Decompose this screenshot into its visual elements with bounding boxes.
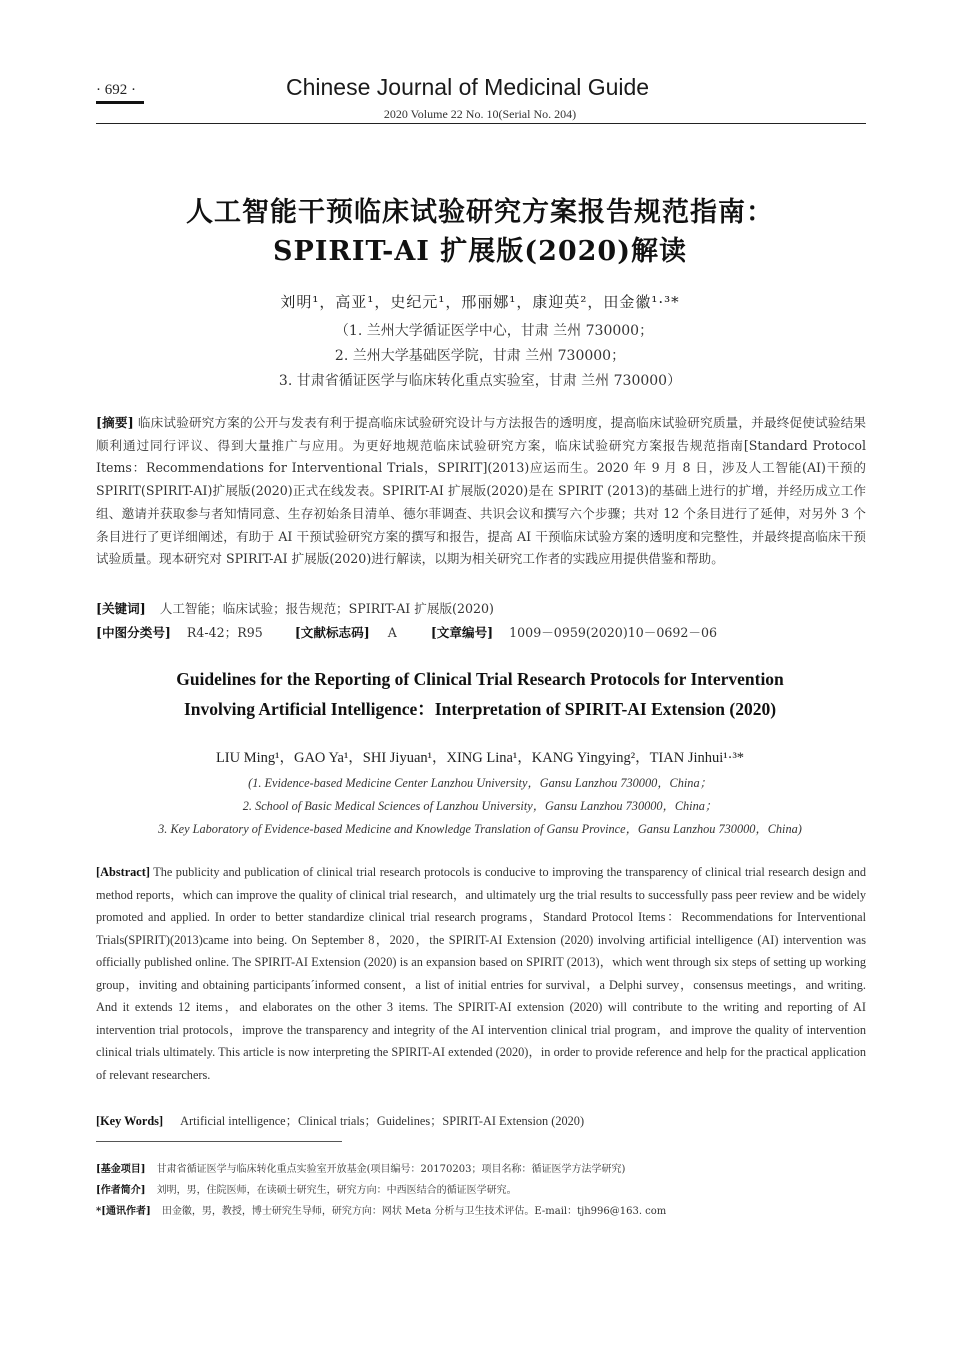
abstract-cn-text: 临床试验研究方案的公开与发表有利于提高临床试验研究设计与方法报告的透明度，提高临床试验研究质量，并最终促使试验结果顺利通过同行评议、得到大量推广与应用。为更好地规范临床试验研究方案，临床试验研究方案报告规范指南[Standard Protocol Items：Recommendations for Interventional Trials，SPIRIT](2013)应运而生。2020 年 9 月 8 日，涉及人工智能(AI)干预的 SPIRIT(SPIRIT-AI)扩展版(2020)正式在线发表。SPIRIT-AI 扩展版(2020)是在 SPIRIT (2013)的基础上进行的扩增，并经历成立工作组、邀请并获取参与者知情同意、生存初始条目清单、德尔菲调查、共识会议和撰写六个步骤；共对 12 个条目进行了延伸，对另外 3 个条目进行了更详细阐述，有助于 AI 干预试验研究方案的撰写和报告，提高 AI 干预临床试验方案的透明度和完整性，并最终提高临床干预试验质量。现本研究对 SPIRIT-AI 扩展版(2020)进行解读，以期为相关研究工作者的实践应用提供借鉴和帮助。 <box>96 415 866 567</box>
title-en-line1: Guidelines for the Reporting of Clinical Trial Research Protocols for Intervention <box>176 669 784 689</box>
footnote-funding-text: 甘肃省循证医学与临床转化重点实验室开放基金(项目编号：20170203；项目名称：循证医学方法学研究) <box>156 1164 626 1175</box>
clc-label: [中图分类号] <box>96 625 171 640</box>
title-cn-line2: SPIRIT-AI 扩展版(2020)解读 <box>272 236 687 267</box>
authors-en: LIU Ming¹，GAO Ya¹，SHI Jiyuan¹，XING Lina¹，KANG Yingying²，TIAN Jinhui¹·³* <box>215 750 745 766</box>
article-no-label: [文章编号] <box>430 625 494 640</box>
keywords-en <box>96 1110 866 1133</box>
classification-row <box>96 622 717 641</box>
footnote-author-bio-text: 刘明，男，住院医师，在读硕士研究生，研究方向：中西医结合的循证医学研究。 <box>156 1185 517 1196</box>
affiliation-cn-2: 2. 兰州大学基础医学院，甘肃 兰州 730000； <box>334 348 626 364</box>
footnote-corresponding-text: 田金徽，男，教授，博士研究生导师，研究方向：网状 Meta 分析与卫生技术评估。E-mail：tjh996@163. com <box>161 1206 667 1217</box>
keywords-cn-label: [关键词] <box>96 601 146 616</box>
issue-info: 2020 Volume 22 No. 10(Serial No. 204) <box>383 107 577 121</box>
affiliation-cn-3: 3. 甘肃省循证医学与临床转化重点实验室，甘肃 兰州 730000） <box>278 373 682 389</box>
keywords-en-label: [Key Words] <box>96 1114 164 1128</box>
affiliation-cn-1: （1. 兰州大学循证医学中心，甘肃 兰州 730000； <box>334 323 654 339</box>
header-rule <box>96 123 866 124</box>
footnote-funding <box>96 1160 876 1175</box>
abstract-en-label: [Abstract] <box>96 865 150 879</box>
doc-code-label: [文献标志码] <box>294 625 370 640</box>
keywords-en-text: Artificial intelligence；Clinical trials；Guidelines；SPIRIT-AI Extension (2020) <box>180 1114 585 1128</box>
footnote-author-bio <box>96 1181 876 1196</box>
authors-cn: 刘明¹，高亚¹，史纪元¹，邢丽娜¹，康迎英²，田金徽¹·³* <box>280 293 680 311</box>
footnote-rule <box>96 1141 342 1142</box>
abstract-en-text: The publicity and publication of clinical trial research protocols is conducive to improving the transparency of clinical trial research design and method reports，which can improve the quality of clinical trial research，and ultimately urg the trial results to successfully pass peer review and be widely promoted and applied. In order to better standardize clinical trial research programs，Standard Protocol Items：Recommendations for Interventional Trials(SPIRIT)(2013)came into being. On September 8，2020，the SPIRIT-AI Extension (2020) involving artificial intelligence (AI) intervention was officially published online. The SPIRIT-AI Extension (2020) is an expansion based on SPIRIT (2013)，which went through six steps of setting up working group，inviting and obtaining participants´informed consent，a list of initial entries for survival，a Delphi survey，consensus meetings，and writing. And it extends 12 items，and elaborates on the other 3 items. The SPIRIT-AI extension (2020) will contribute to the writing and reporting of AI intervention trial protocols，improve the transparency and integrity of the AI intervention clinical trial program，and improve the quality of intervention clinical trials ultimately. This article is now interpreting the SPIRIT-AI extended (2020)，in order to provide reference and help for the practical application of relevant researchers. <box>96 865 867 1082</box>
keywords-cn-text: 人工智能；临床试验；报告规范；SPIRIT-AI 扩展版(2020) <box>159 601 494 616</box>
footnote-funding-label: [基金项目] <box>96 1164 146 1175</box>
header-accent-rule <box>96 101 144 104</box>
journal-title: Chinese Journal of Medicinal Guide <box>286 74 650 100</box>
footnote-corresponding <box>96 1202 876 1217</box>
article-no-value: 1009－0959(2020)10－0692－06 <box>509 625 718 640</box>
clc-value: R4-42；R95 <box>186 625 263 640</box>
keywords-cn <box>96 598 494 617</box>
abstract-cn-label: [摘要] <box>96 415 134 430</box>
title-en-line2: Involving Artificial Intelligence：Interpretation of SPIRIT-AI Extension (2020) <box>183 699 777 719</box>
page-number: · 692 · <box>96 82 136 98</box>
affiliation-en-3: 3. Key Laboratory of Evidence-based Medicine and Knowledge Translation of Gansu Province，Gansu Lanzhou 730000，China) <box>158 822 802 836</box>
footnote-author-bio-label: [作者简介] <box>96 1185 146 1196</box>
affiliation-en-2: 2. School of Basic Medical Sciences of Lanzhou University，Gansu Lanzhou 730000，China； <box>242 799 718 813</box>
affiliation-en-1: (1. Evidence-based Medicine Center Lanzhou University，Gansu Lanzhou 730000，China； <box>248 776 712 790</box>
abstract-en <box>96 861 866 1086</box>
footnote-corresponding-label: *[通讯作者] <box>96 1206 151 1217</box>
title-cn-line1: 人工智能干预临床试验研究方案报告规范指南： <box>186 197 774 228</box>
abstract-cn <box>96 412 866 571</box>
doc-code-value: A <box>387 625 397 640</box>
